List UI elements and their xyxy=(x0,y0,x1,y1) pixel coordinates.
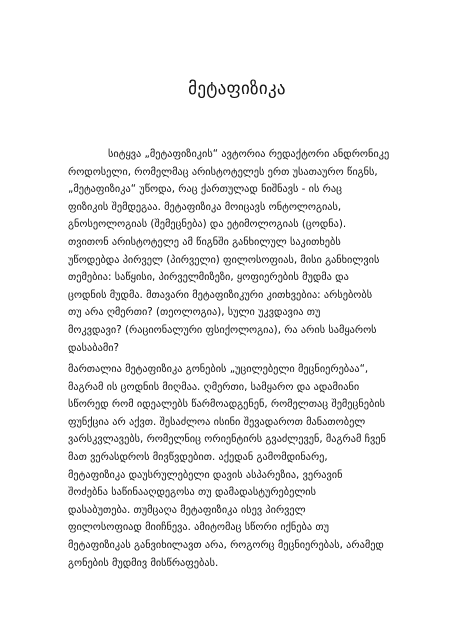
paragraph-line: თვითონ არისტოტელე ამ წიგნში განხილულ საკითხებს xyxy=(68,235,341,248)
paragraph-line: სიტყვა „მეტაფიზიკის“ ავტორია რედაქტორი ანდრონიკე xyxy=(108,148,390,160)
paragraph-line: ვარსკვლავებს, რომელნიც ორიენტირს გვაძლევენ, მაგრამ ჩვენ xyxy=(68,433,386,446)
page-title: მეტაფიზიკა xyxy=(188,79,286,99)
paragraph-line: მეტაფიზიკას განვიხილავთ არა, როგორც მეცნიერებას, არამედ xyxy=(68,538,384,551)
paragraph-line: გონების მუდმივ მისწრაფებას. xyxy=(68,556,219,569)
paragraph-line: გნოსეოლოგიას (შემეცნება) და ეტიმოლოგიას (ცოდნა). xyxy=(68,218,347,231)
paragraph-line: ფილოსოფიად მიიჩნევა. ამიტომაც სწორი იქნება თუ xyxy=(68,521,329,534)
paragraph-line: უწოდებდა პირველ (პირველი) ფილოსოფიას, მისი განხილვის xyxy=(68,253,380,266)
paragraph-line: თემებია: საწყისი, პირველმიზეზი, ყოფიერების მუდმა და xyxy=(68,271,349,284)
paragraph-line: თუ არა ღმერთი? (თეოლოგია), სული უკვდავია თუ xyxy=(68,306,321,319)
paragraph-line: როდოსელი, რომელმაც არისტოტელეს ერთ უსათაურო წიგნს, xyxy=(68,165,378,178)
paragraph-line: ფუნქცია არ აქვთ. შესაძლოა ისინი შევადაროთ მანათობელ xyxy=(68,415,366,428)
paragraph-line: მართალია მეტაფიზიკა გონების „უცილებელი მეცნიერებაა“, xyxy=(68,363,369,375)
paragraph-line: შოძებნა საწინააღდეგოსა თუ დამადასტურებელის xyxy=(68,486,317,499)
paragraph-line: სწორედ რომ იდეალებს წარმოადგენენ, რომელთაც შემეცნების xyxy=(68,398,386,411)
paragraph-line: მოკვდავი? (რაციონალური ფსიქოლოგია), რა არის სამყაროს xyxy=(68,323,377,336)
paragraph-line: ცოდნის მუდმა. მთავარი მეტაფიზიკური კითხვებია: არსებობს xyxy=(68,288,373,301)
paragraph-line: დასაბამი? xyxy=(68,341,119,354)
paragraph-line: მათ ვერასდროს მივწვდებით. აქედან გამომდინარე, xyxy=(68,450,328,463)
paragraph-line: მეტაფიზიკა დაუსრულებელი დავის ასპარეზია, ვერავინ xyxy=(68,468,343,481)
paragraph-line: დასაბუთება. თუმცაღა მეტაფიზიკა ისევ პირველ xyxy=(68,503,306,516)
paragraph-line: მაგრამ ის ცოდნის მიღმაა. ღმერთი, სამყარო და ადამიანი xyxy=(68,380,360,393)
paragraph-2 xyxy=(68,361,418,572)
paragraph-line: „მეტაფიზიკა“ უწოდა, რაც ქართულად ნიშნავს - ის რაც xyxy=(68,183,342,196)
paragraph-line: ფიზიკის შემდეგაა. მეტაფიზიკა მოიცავს ონტოლოგიას, xyxy=(68,200,342,213)
paragraph-1 xyxy=(68,146,418,357)
